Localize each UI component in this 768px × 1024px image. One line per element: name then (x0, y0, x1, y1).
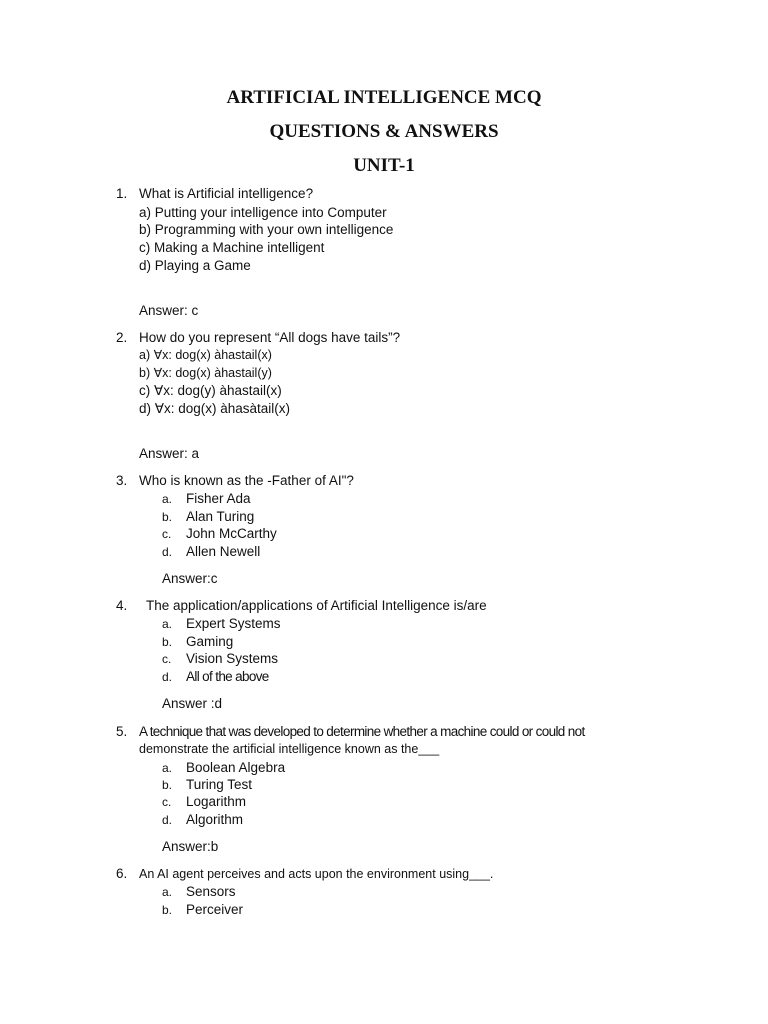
option-a: a) Putting your intelligence into Computer (139, 205, 387, 220)
option-d: All of the above (186, 669, 269, 684)
question-number: 2. (116, 330, 128, 345)
question-text: An AI agent perceives and acts upon the environment using___. (139, 867, 494, 881)
option-d-letter: d. (162, 670, 173, 684)
question-number: 5. (116, 724, 128, 739)
question-text: The application/applications of Artificial Intelligence is/are (146, 598, 487, 613)
option-c: c) ∀x: dog(y) àhastail(x) (139, 383, 282, 398)
option-d: d) ∀x: dog(x) àhasàtail(x) (139, 401, 291, 416)
question-text: How do you represent “All dogs have tails”? (139, 330, 401, 345)
question-number: 6. (116, 866, 128, 881)
option-d: Algorithm (186, 812, 244, 827)
option-c: John McCarthy (186, 526, 277, 541)
option-a: Expert Systems (186, 616, 281, 631)
question-number: 4. (116, 598, 128, 613)
document-subtitle: QUESTIONS & ANSWERS (269, 121, 499, 142)
option-c-letter: c. (162, 652, 172, 666)
option-b: b) Programming with your own intelligence (139, 222, 394, 237)
option-b-letter: b. (162, 635, 173, 649)
option-b-letter: b. (162, 903, 173, 917)
option-c: Logarithm (186, 794, 247, 809)
option-c-letter: c. (162, 527, 172, 541)
answer: Answer: c (139, 303, 199, 318)
option-d: d) Playing a Game (139, 258, 251, 273)
option-b: b) ∀x: dog(x) àhastail(y) (139, 366, 272, 380)
question-text: A technique that was developed to determine whether a machine could or could not (139, 724, 585, 739)
question-text: What is Artificial intelligence? (139, 186, 314, 201)
question-number: 3. (116, 473, 128, 488)
option-b-letter: b. (162, 510, 173, 524)
option-b: Alan Turing (186, 509, 255, 524)
option-c-letter: c. (162, 795, 172, 809)
answer: Answer: a (139, 446, 200, 461)
document-title: ARTIFICIAL INTELLIGENCE MCQ (226, 87, 542, 108)
option-b-letter: b. (162, 778, 173, 792)
unit-heading: UNIT-1 (353, 155, 415, 176)
option-a-letter: a. (162, 492, 173, 506)
option-a-letter: a. (162, 761, 173, 775)
question-text-continued: demonstrate the artificial intelligence known as the___ (139, 742, 440, 756)
option-a: a) ∀x: dog(x) àhastail(x) (139, 348, 272, 362)
answer: Answer:b (162, 839, 219, 854)
option-d: Allen Newell (186, 544, 261, 559)
option-a: Boolean Algebra (186, 760, 286, 775)
question-text: Who is known as the -Father of AI"? (139, 473, 354, 488)
option-c: c) Making a Machine intelligent (139, 240, 325, 255)
answer: Answer:c (162, 571, 218, 586)
option-d-letter: d. (162, 545, 173, 559)
option-d-letter: d. (162, 813, 173, 827)
option-b: Turing Test (186, 777, 253, 792)
option-a: Fisher Ada (186, 491, 251, 506)
option-a: Sensors (186, 884, 236, 899)
option-c: Vision Systems (186, 651, 279, 666)
question-number: 1. (116, 186, 128, 201)
option-a-letter: a. (162, 885, 173, 899)
option-a-letter: a. (162, 617, 173, 631)
option-b: Perceiver (186, 902, 244, 917)
option-b: Gaming (186, 634, 234, 649)
answer: Answer :d (162, 696, 223, 711)
